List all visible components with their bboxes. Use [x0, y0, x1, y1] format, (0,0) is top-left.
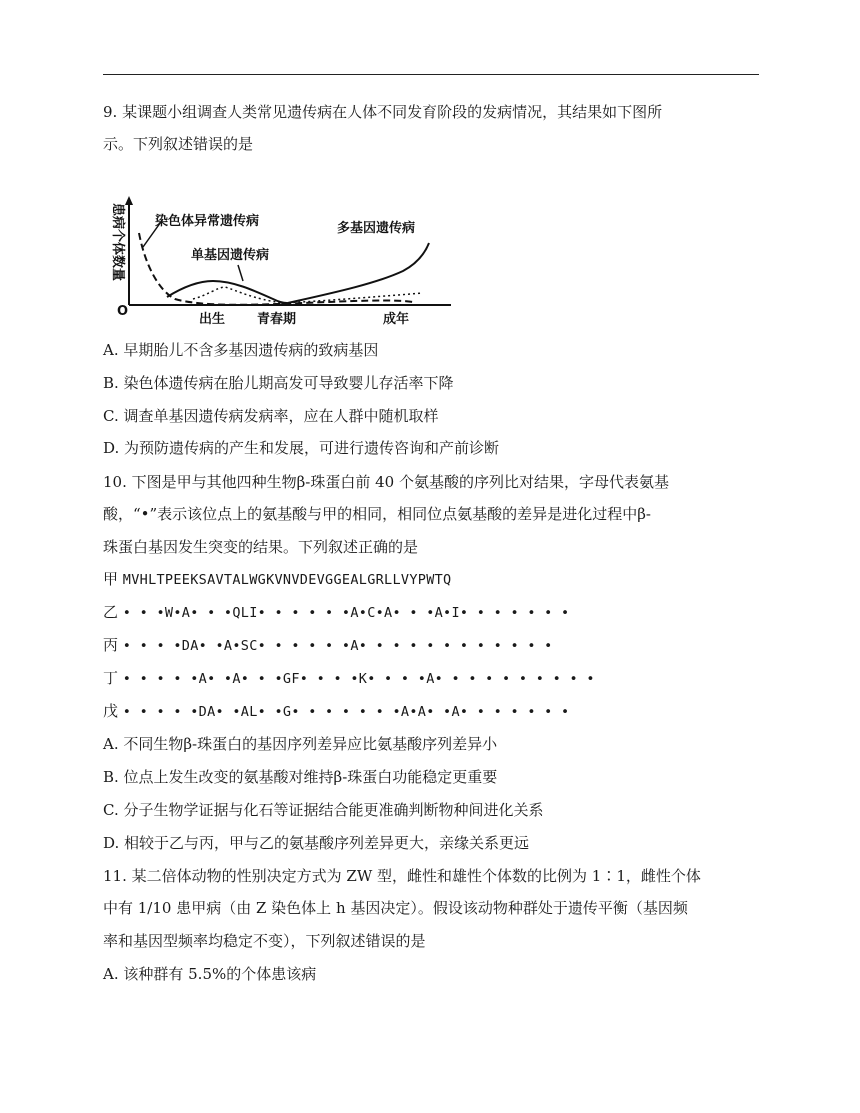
origin-label: O — [117, 304, 129, 319]
q9-stem-line2: 示。下列叙述错误的是 — [103, 135, 254, 153]
seq-label: 丁 — [103, 669, 119, 687]
seq-label: 丙 — [103, 636, 119, 654]
y-axis-label: 患病个体数量 — [110, 203, 125, 282]
q10-stem-line2: 酸，“•”表示该位点上的氨基酸与甲的相同，相同位点氨基酸的差异是进化过程中β- — [103, 505, 651, 523]
q9-option-d: D. 为预防遗传病的产生和发展，可进行遗传咨询和产前诊断 — [103, 439, 500, 457]
q10-option-a: A. 不同生物β-珠蛋白的基因序列差异应比氨基酸序列差异小 — [103, 735, 498, 753]
seq-value: • • •W•A• • •QLI• • • • • •A•C•A• • •A•I• • • • • • • — [122, 605, 570, 621]
q10-stem-line3: 珠蛋白基因发生突变的结果。下列叙述正确的是 — [103, 538, 419, 556]
seq-value: • • • • •DA• •AL• •G• • • • • • •A•A• •A• • • • • • • — [122, 704, 570, 720]
series-polygenic-curve — [279, 243, 429, 305]
series-chromosome-label: 染色体异常遗传病 — [155, 214, 260, 229]
q11-stem-line1: 11. 某二倍体动物的性别决定方式为 ZW 型，雌性和雄性个体数的比例为 1∶1，雌性个体 — [103, 867, 701, 885]
q11-stem-line3: 率和基因型频率均稳定不变），下列叙述错误的是 — [103, 932, 426, 950]
seq-value: MVHLTPEEKSAVTALWGKVNVDEVGGEALGRLLVYPWTQ — [122, 572, 452, 588]
x-tick-adult: 成年 — [383, 312, 410, 327]
q10-option-d: D. 相较于乙与丙，甲与乙的氨基酸序列差异更大，亲缘关系更远 — [103, 834, 530, 852]
q9-option-c: C. 调查单基因遗传病发病率，应在人群中随机取样 — [103, 407, 439, 425]
seq-row-wu — [103, 701, 569, 722]
x-tick-puberty: 青春期 — [257, 312, 297, 327]
q11-option-a: A. 该种群有 5.5%的个体患该病 — [103, 965, 317, 983]
series-chromosome-curve — [139, 233, 413, 305]
series-single-gene-label: 单基因遗传病 — [191, 248, 270, 263]
y-axis-arrow — [125, 196, 133, 205]
header-rule — [103, 74, 759, 75]
seq-row-bing — [103, 635, 553, 656]
seq-label: 甲 — [103, 570, 119, 588]
q9-chart — [103, 195, 463, 330]
seq-value: • • • •DA• •A•SC• • • • • •A• • • • • • • • • • • • — [122, 638, 553, 654]
q9-option-b: B. 染色体遗传病在胎儿期高发可导致婴儿存活率下降 — [103, 374, 454, 392]
seq-row-ding — [103, 668, 595, 689]
series-polygenic-label: 多基因遗传病 — [337, 221, 416, 236]
q10-stem-line1: 10. 下图是甲与其他四种生物β-珠蛋白前 40 个氨基酸的序列比对结果，字母代表氨基 — [103, 473, 669, 491]
q10-option-c: C. 分子生物学证据与化石等证据结合能更准确判断物种间进化关系 — [103, 801, 544, 819]
q11-stem-line2: 中有 1/10 患甲病（由 Z 染色体上 h 基因决定）。假设该动物种群处于遗传平衡（基因频 — [103, 899, 688, 917]
series-single-gene-pointer — [238, 265, 243, 281]
seq-row-jia — [103, 569, 451, 590]
seq-label: 戊 — [103, 702, 119, 720]
seq-label: 乙 — [103, 603, 119, 621]
q10-option-b: B. 位点上发生改变的氨基酸对维持β-珠蛋白功能稳定更重要 — [103, 768, 498, 786]
series-single-gene-curve — [167, 281, 287, 303]
q9-stem-line1: 9. 某课题小组调查人类常见遗传病在人体不同发育阶段的发病情况，其结果如下图所 — [103, 103, 663, 121]
q9-option-a: A. 早期胎儿不含多基因遗传病的致病基因 — [103, 341, 379, 359]
x-tick-birth: 出生 — [199, 312, 226, 327]
seq-value: • • • • •A• •A• • •GF• • • •K• • • •A• • • • • • • • • • — [122, 671, 595, 687]
seq-row-yi — [103, 602, 569, 623]
